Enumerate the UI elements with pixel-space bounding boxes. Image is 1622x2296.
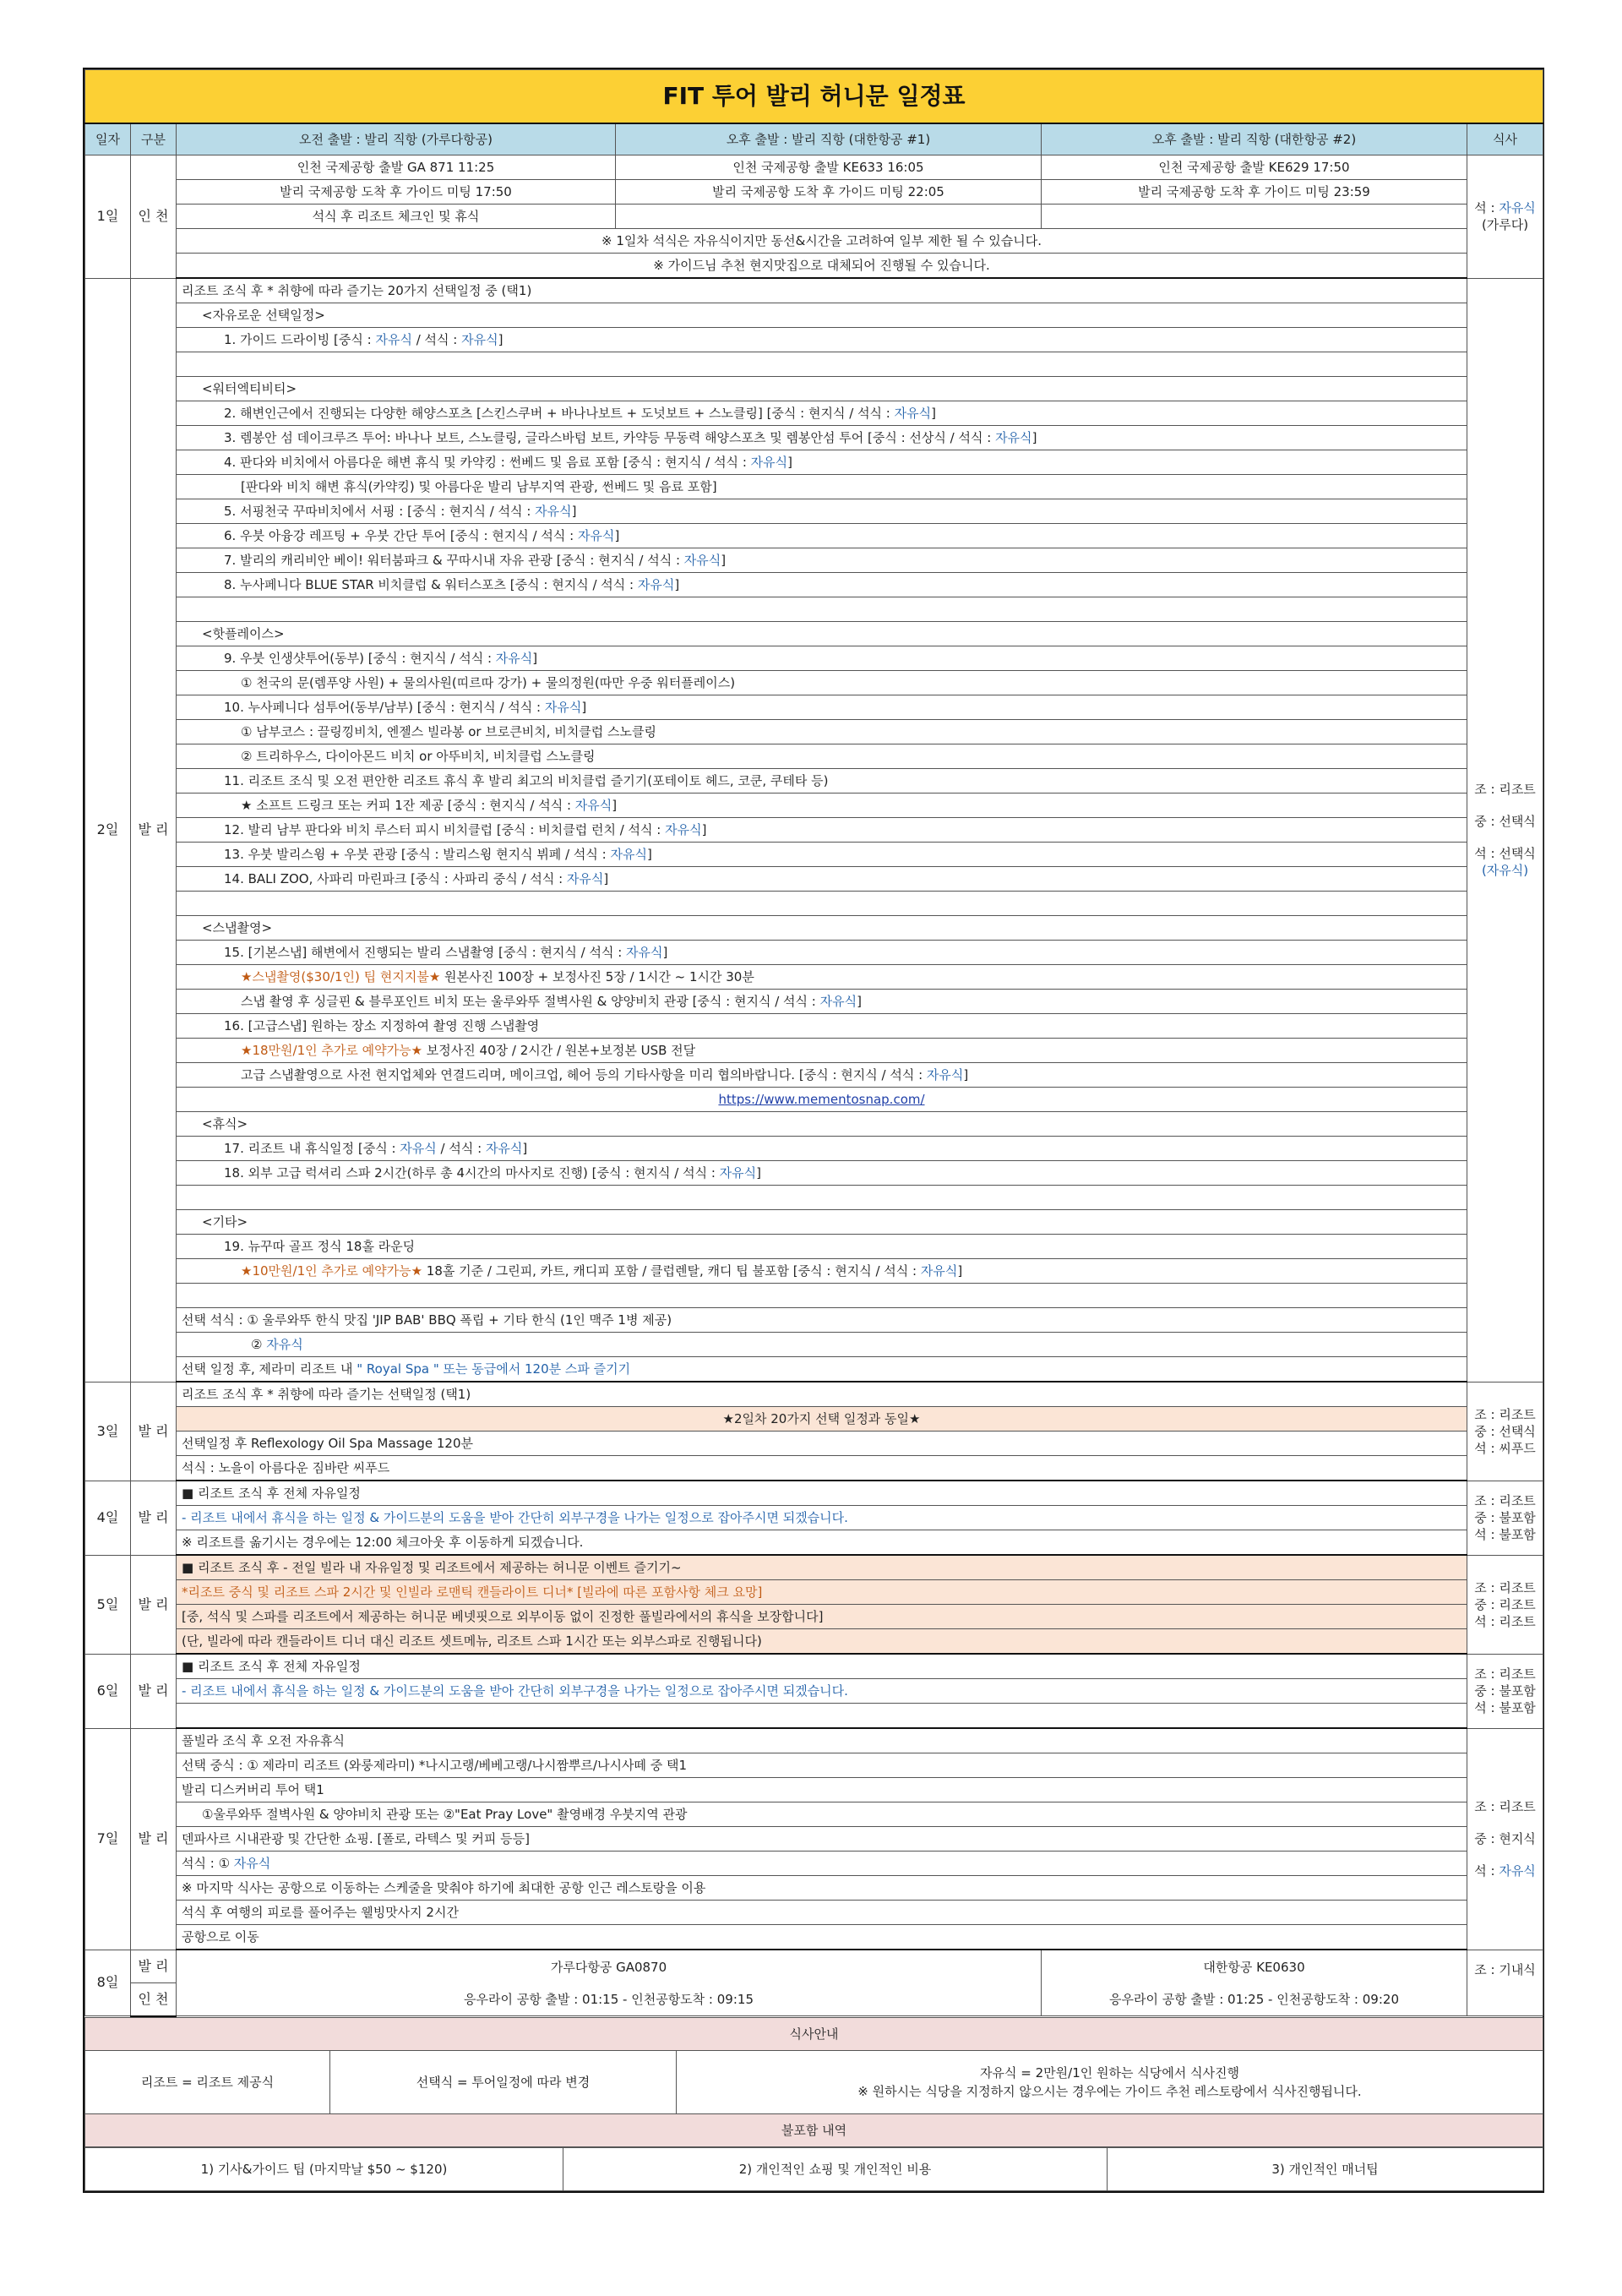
meal-info-free: 자유식 = 2만원/1인 원하는 식당에서 식사진행 ※ 원하시는 식당을 지정하지 않으시는 경우에는 가이드 추천 레스토랑에서 식사진행됩니다.: [677, 2050, 1543, 2113]
day5-line4: (단, 빌라에 따라 캔들라이트 디너 대신 리조트 셋트메뉴, 리조트 스파 1시간 또는 외부스파로 진행됩니다): [177, 1629, 1467, 1655]
day5-meal: 조 : 리조트 중 : 리조트 석 : 리조트: [1467, 1555, 1543, 1654]
page-title: FIT 투어 발리 허니문 일정표: [85, 70, 1543, 124]
day1-am-depart: 인천 국제공항 출발 GA 871 11:25: [177, 155, 616, 180]
day8-korean-air: 대한항공 KE0630 응우라이 공항 출발 : 01:25 - 인천공항도착 : 09:20: [1042, 1950, 1467, 2016]
header-type: 구분: [131, 123, 177, 155]
day5-place: 발 리: [131, 1555, 177, 1654]
day4-meal: 조 : 리조트 중 : 불포함 석 : 불포함: [1467, 1481, 1543, 1555]
day3-spa: 선택일정 후 Reflexology Oil Spa Massage 120분: [177, 1432, 1467, 1456]
itinerary-table: [84, 69, 1543, 2017]
header-am: 오전 출발 : 발리 직항 (가루다항공): [177, 123, 616, 155]
meal-info-table: [84, 2017, 1543, 2147]
day2-item-11-sub: ★ 소프트 드링크 또는 커피 1잔 제공 [중식 : 현지식 / 석식 : 자유식]: [177, 794, 1467, 818]
day2-group-hot: <핫플레이스>: [177, 622, 1467, 646]
day2-item-10: 10. 누사페니다 섬투어(동부/남부) [중식 : 현지식 / 석식 : 자유식]: [177, 695, 1467, 720]
day2-item-19-sub: ★10만원/1인 추가로 예약가능★ 18홀 기준 / 그린피, 카트, 캐디피 포함 / 클럽렌탈, 캐디 팁 불포함 [중식 : 현지식 / 석식 : 자유식]: [177, 1259, 1467, 1284]
day1-checkin: 석식 후 리조트 체크인 및 휴식: [177, 205, 616, 229]
exclusion-3: 3) 개인적인 매너팁: [1108, 2147, 1543, 2190]
day5-line1: ■ 리조트 조식 후 - 전일 빌라 내 자유일정 및 리조트에서 제공하는 허니문 이벤트 즐기기~: [177, 1555, 1467, 1580]
day2-group-etc: <기타>: [177, 1210, 1467, 1235]
day2-item-4: 4. 판다와 비치에서 아름다운 해변 휴식 및 카약킹 : 썬베드 및 음료 포함 [중식 : 현지식 / 석식 : 자유식]: [177, 450, 1467, 475]
day2-group-water: <워터엑티비티>: [177, 377, 1467, 401]
day7-line1: 풀빌라 조식 후 오전 자유휴식: [177, 1728, 1467, 1753]
day2-item-9: 9. 우붓 인생샷투어(동부) [중식 : 현지식 / 석식 : 자유식]: [177, 646, 1467, 671]
day7-line6: 석식 : ① 자유식: [177, 1852, 1467, 1876]
day6-meal: 조 : 리조트 중 : 불포함 석 : 불포함: [1467, 1654, 1543, 1728]
itinerary-sheet: [83, 68, 1544, 2193]
day4-label: 4일: [85, 1481, 131, 1555]
day3-place: 발 리: [131, 1382, 177, 1481]
header-pm1: 오후 출발 : 발리 직항 (대한항공 #1): [616, 123, 1042, 155]
day7-line5: 덴파사르 시내관광 및 간단한 쇼핑. [폴로, 라텍스 및 커피 등등]: [177, 1827, 1467, 1852]
day2-item-15-sub: ★스냅촬영($30/1인) 팁 현지지불★ 원본사진 100장 + 보정사진 5장 / 1시간 ~ 1시간 30분: [177, 965, 1467, 990]
day3-meal: 조 : 리조트 중 : 선택식 석 : 씨푸드: [1467, 1382, 1543, 1481]
day1-note1: ※ 1일차 석식은 자유식이지만 동선&시간을 고려하여 일부 제한 될 수 있습니다.: [177, 229, 1467, 254]
day5-line2: *리조트 중식 및 리조트 스파 2시간 및 인빌라 로맨틱 캔들라이트 디너* [빌라에 따른 포함사항 체크 요망]: [177, 1580, 1467, 1605]
day2-meal: 조 : 리조트 중 : 선택식 석 : 선택식 (자유식): [1467, 278, 1543, 1382]
day3-intro: 리조트 조식 후 * 취향에 따라 즐기는 선택일정 (택1): [177, 1382, 1467, 1407]
day1-pm2-depart: 인천 국제공항 출발 KE629 17:50: [1042, 155, 1467, 180]
day1-pm2-arrive: 발리 국제공항 도착 후 가이드 미팅 23:59: [1042, 180, 1467, 205]
mementosnap-link[interactable]: https://www.mementosnap.com/: [718, 1092, 925, 1107]
day3-label: 3일: [85, 1382, 131, 1481]
day1-label: 1일: [85, 155, 131, 279]
day7-line2: 선택 중식 : ① 제라미 리조트 (와룽제라미) *나시고랭/베베고랭/나시짬뿌르/나시사떼 중 택1: [177, 1753, 1467, 1778]
day7-line8: 석식 후 여행의 피로를 풀어주는 웰빙맛사지 2시간: [177, 1901, 1467, 1925]
day3-same-as-day2: ★2일차 20가지 선택 일정과 동일★: [177, 1407, 1467, 1432]
day7-label: 7일: [85, 1728, 131, 1950]
day8-place1: 발 리: [131, 1950, 177, 1982]
day2-item-9-sub: ① 천국의 문(렘푸양 사원) + 물의사원(띠르따 강가) + 물의정원(따만 우중 워터플레이스): [177, 671, 1467, 695]
day2-group-rest: <휴식>: [177, 1112, 1467, 1137]
day1-am-arrive: 발리 국제공항 도착 후 가이드 미팅 17:50: [177, 180, 616, 205]
day2-group-snap: <스냅촬영>: [177, 916, 1467, 941]
day6-place: 발 리: [131, 1654, 177, 1728]
meal-info-title: 식사안내: [85, 2017, 1543, 2050]
day8-meal: 조 : 기내식: [1467, 1950, 1543, 2016]
meal-info-optional: 선택식 = 투어일정에 따라 변경: [330, 2050, 677, 2113]
day2-item-19: 19. 뉴꾸따 골프 정식 18홀 라운딩: [177, 1235, 1467, 1259]
day2-item-10-sub1: ① 남부코스 : 끌링낑비치, 엔젤스 빌라봉 or 브로큰비치, 비치클럽 스노클링: [177, 720, 1467, 744]
day8-label: 8일: [85, 1950, 131, 2016]
day6-line1: ■ 리조트 조식 후 전체 자유일정: [177, 1654, 1467, 1679]
meal-info-resort: 리조트 = 리조트 제공식: [85, 2050, 330, 2113]
header-meal: 식사: [1467, 123, 1543, 155]
day2-item-15-sub2: 스냅 촬영 후 싱글핀 & 블루포인트 비치 또는 울루와뚜 절벽사원 & 양양비치 관광 [중식 : 현지식 / 석식 : 자유식]: [177, 990, 1467, 1014]
day2-item-16-sub: ★18만원/1인 추가로 예약가능★ 보정사진 40장 / 2시간 / 원본+보정본 USB 전달: [177, 1039, 1467, 1063]
day2-item-6: 6. 우붓 아융강 레프팅 + 우붓 간단 투어 [중식 : 현지식 / 석식 : 자유식]: [177, 524, 1467, 548]
day8-place2: 인 천: [131, 1982, 177, 2016]
day2-group-free: <자유로운 선택일정>: [177, 303, 1467, 328]
day7-line7: ※ 마지막 식사는 공항으로 이동하는 스케줄을 맞춰야 하기에 최대한 공항 인근 레스토랑을 이용: [177, 1876, 1467, 1901]
exclusion-2: 2) 개인적인 쇼핑 및 개인적인 비용: [563, 2147, 1108, 2190]
day2-item-4-sub: [판다와 비치 해변 휴식(카약킹) 및 아름다운 발리 남부지역 관광, 썬베드 및 음료 포함]: [177, 475, 1467, 499]
day1-pm1-depart: 인천 국제공항 출발 KE633 16:05: [616, 155, 1042, 180]
day1-note2: ※ 가이드님 추천 현지맛집으로 대체되어 진행될 수 있습니다.: [177, 254, 1467, 279]
day2-item-8: 8. 누사페니다 BLUE STAR 비치클럽 & 워터스포츠 [중식 : 현지식 / 석식 : 자유식]: [177, 573, 1467, 597]
day2-dinner-option-2: ② 자유식: [177, 1333, 1467, 1357]
day6-label: 6일: [85, 1654, 131, 1728]
day2-item-5: 5. 서핑천국 꾸따비치에서 서핑 : [중식 : 현지식 / 석식 : 자유식]: [177, 499, 1467, 524]
day2-item-15: 15. [기본스냅] 해변에서 진행되는 발리 스냅촬영 [중식 : 현지식 / 석식 : 자유식]: [177, 941, 1467, 965]
day7-meal: 조 : 리조트 중 : 현지식 석 : 자유식: [1467, 1728, 1543, 1950]
header-row: [85, 123, 1543, 155]
day2-label: 2일: [85, 278, 131, 1382]
day1-meal: 석 : 자유식 (가루다): [1467, 155, 1543, 279]
header-day: 일자: [85, 123, 131, 155]
day1-place: 인 천: [131, 155, 177, 279]
day2-item-16: 16. [고급스냅] 원하는 장소 지정하여 촬영 진행 스냅촬영: [177, 1014, 1467, 1039]
day5-line3: [중, 석식 및 스파를 리조트에서 제공하는 허니문 베넷핏으로 외부이동 없이 진정한 풀빌라에서의 휴식을 보장합니다]: [177, 1605, 1467, 1629]
day2-intro: 리조트 조식 후 * 취향에 따라 즐기는 20가지 선택일정 중 (택1): [177, 278, 1467, 303]
day2-item-12: 12. 발리 남부 판다와 비치 루스터 피시 비치클럽 [중식 : 비치클럽 런치 / 석식 : 자유식]: [177, 818, 1467, 843]
header-pm2: 오후 출발 : 발리 직항 (대한항공 #2): [1042, 123, 1467, 155]
day2-item-1: 1. 가이드 드라이빙 [중식 : 자유식 / 석식 : 자유식]: [177, 328, 1467, 352]
day7-line4: ①울루와뚜 절벽사원 & 양야비치 관광 또는 ②"Eat Pray Love" 촬영배경 우붓지역 관광: [177, 1802, 1467, 1827]
day7-place: 발 리: [131, 1728, 177, 1950]
day2-place: 발 리: [131, 278, 177, 1382]
day2-item-10-sub2: ② 트리하우스, 다이아몬드 비치 or 아뚜비치, 비치클럽 스노클링: [177, 744, 1467, 769]
day2-item-2: 2. 해변인근에서 진행되는 다양한 해양스포츠 [스킨스쿠버 + 바나나보트 + 도넛보트 + 스노클링] [중식 : 현지식 / 석식 : 자유식]: [177, 401, 1467, 426]
exclusions-table: [84, 2147, 1543, 2191]
day2-dinner-option-1: 선택 석식 : ① 울루와뚜 한식 맛집 'JIP BAB' BBQ 폭립 + 기타 한식 (1인 맥주 1병 제공): [177, 1308, 1467, 1333]
day4-line3: ※ 리조트를 옮기시는 경우에는 12:00 체크아웃 후 이동하게 되겠습니다.: [177, 1530, 1467, 1556]
day2-item-11: 11. 리조트 조식 및 오전 편안한 리조트 휴식 후 발리 최고의 비치클럽 즐기기(포테이토 헤드, 코쿤, 쿠테타 등): [177, 769, 1467, 794]
day4-place: 발 리: [131, 1481, 177, 1555]
day2-item-7: 7. 발리의 캐리비안 베이! 워터붐파크 & 꾸따시내 자유 관광 [중식 : 현지식 / 석식 : 자유식]: [177, 548, 1467, 573]
exclusions-title: 불포함 내역: [85, 2113, 1543, 2146]
day6-line2: - 리조트 내에서 휴식을 하는 일정 & 가이드분의 도움을 받아 간단히 외부구경을 나가는 일정으로 잡아주시면 되겠습니다.: [177, 1679, 1467, 1704]
exclusion-1: 1) 기사&가이드 팁 (마지막날 $50 ~ $120): [85, 2147, 563, 2190]
day5-label: 5일: [85, 1555, 131, 1654]
day2-item-14: 14. BALI ZOO, 사파리 마린파크 [중식 : 사파리 중식 / 석식 : 자유식]: [177, 867, 1467, 892]
day2-spa: 선택 일정 후, 제라미 리조트 내 " Royal Spa " 또는 동급에서 120분 스파 즐기기: [177, 1357, 1467, 1383]
day2-item-18: 18. 외부 고급 럭셔리 스파 2시간(하루 총 4시간의 마사지로 진행) [중식 : 현지식 / 석식 : 자유식]: [177, 1161, 1467, 1186]
day1-pm1-arrive: 발리 국제공항 도착 후 가이드 미팅 22:05: [616, 180, 1042, 205]
day8-garuda: 가루다항공 GA0870 응우라이 공항 출발 : 01:15 - 인천공항도착 : 09:15: [177, 1950, 1042, 2016]
day3-dinner: 석식 : 노을이 아름다운 짐바란 씨푸드: [177, 1456, 1467, 1481]
day4-line2: - 리조트 내에서 휴식을 하는 일정 & 가이드분의 도움을 받아 간단히 외부구경을 나가는 일정으로 잡아주시면 되겠습니다.: [177, 1506, 1467, 1530]
day2-item-17: 17. 리조트 내 휴식일정 [중식 : 자유식 / 석식 : 자유식]: [177, 1137, 1467, 1161]
day7-line3: 발리 디스커버리 투어 택1: [177, 1778, 1467, 1802]
day7-line9: 공항으로 이동: [177, 1925, 1467, 1950]
day2-item-3: 3. 렘봉안 섬 데이크루즈 투어: 바나나 보트, 스노클링, 글라스바텀 보트, 카약등 무동력 해양스포츠 및 렘봉안섬 투어 [중식 : 선상식 / 석식 : 자유식]: [177, 426, 1467, 450]
day2-item-16-sub2: 고급 스냅촬영으로 사전 현지업체와 연결드리며, 메이크업, 헤어 등의 기타사항을 미리 협의바랍니다. [중식 : 현지식 / 석식 : 자유식]: [177, 1063, 1467, 1088]
day2-item-13: 13. 우붓 발리스윙 + 우붓 관광 [중식 : 발리스윙 현지식 뷔페 / 석식 : 자유식]: [177, 843, 1467, 867]
day4-line1: ■ 리조트 조식 후 전체 자유일정: [177, 1481, 1467, 1506]
